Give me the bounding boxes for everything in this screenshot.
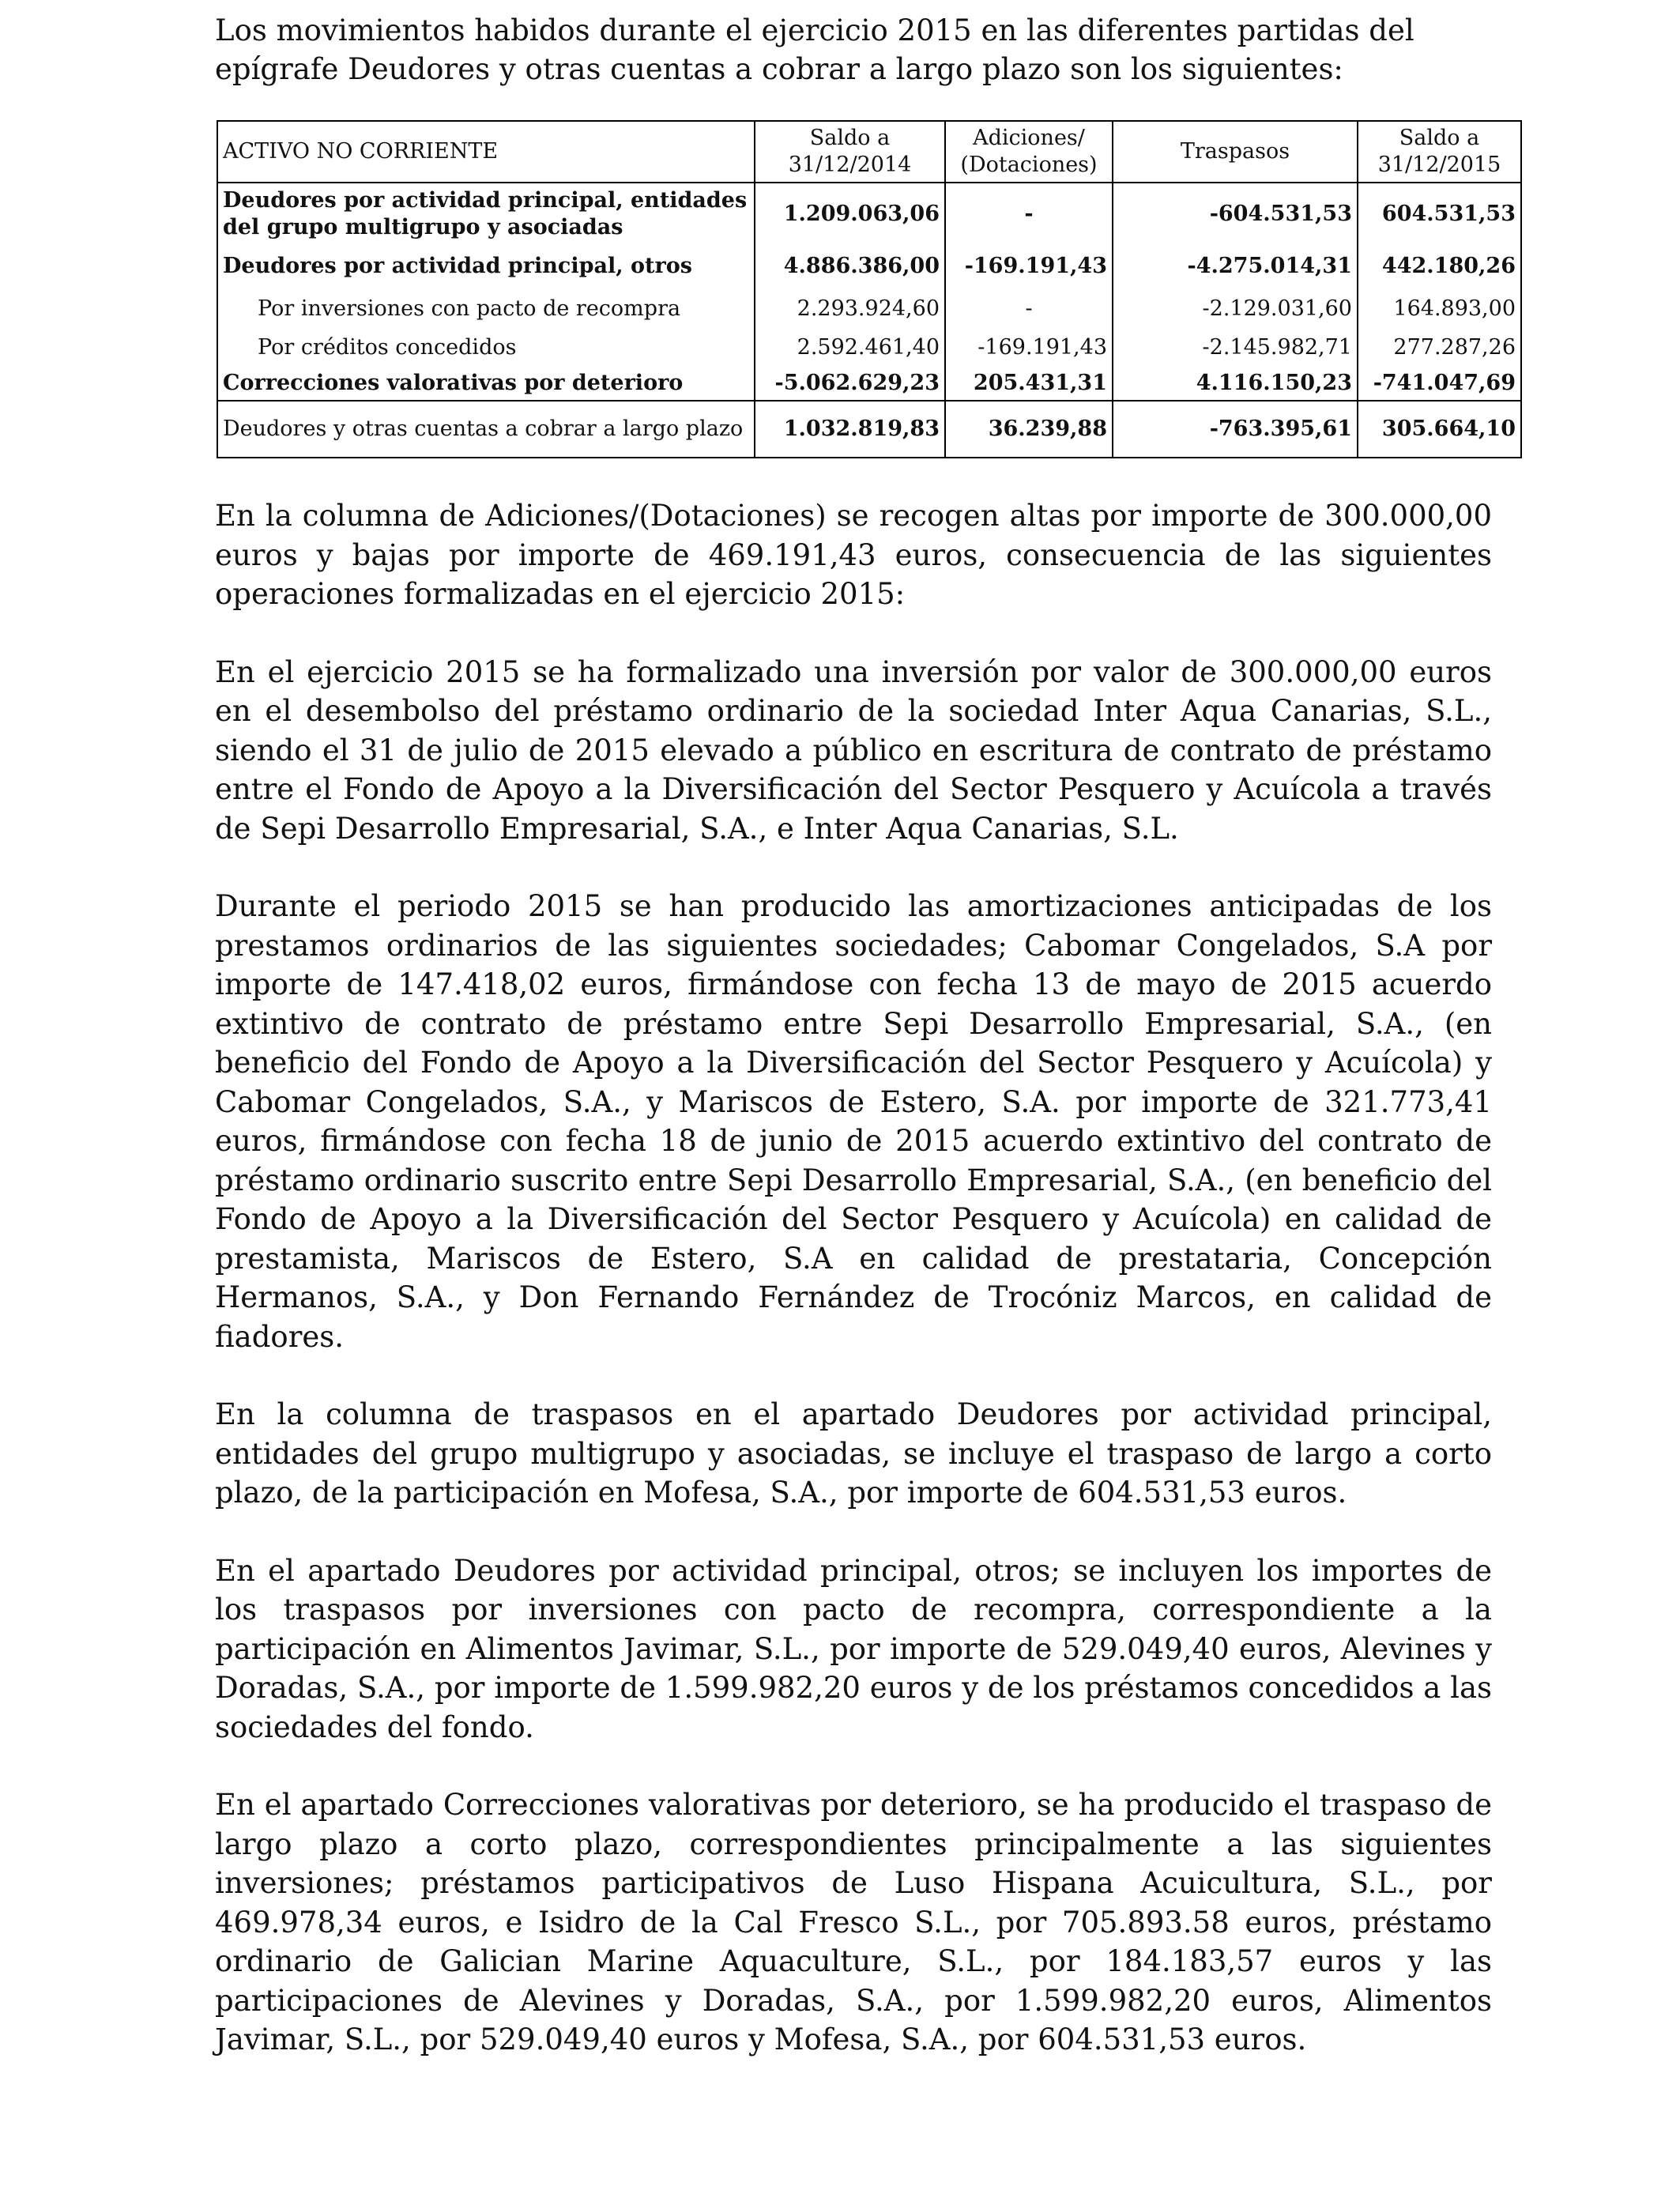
row-label: Deudores por actividad principal, otros xyxy=(223,254,692,278)
cell-adiciones: -169.191,43 xyxy=(945,330,1113,366)
cell-traspasos: -4.275.014,31 xyxy=(1113,244,1358,288)
total-adiciones: 36.239,88 xyxy=(945,401,1113,458)
cell-traspasos: 4.116.150,23 xyxy=(1113,366,1358,401)
cell-traspasos: -2.145.982,71 xyxy=(1113,330,1358,366)
cell-saldo-2015: 277.287,26 xyxy=(1358,330,1521,366)
cell-saldo-2015: 604.531,53 xyxy=(1358,183,1521,244)
total-saldo-2014: 1.032.819,83 xyxy=(755,401,945,458)
header-saldo-2015: Saldo a 31/12/2015 xyxy=(1358,121,1521,183)
table-row xyxy=(217,288,1521,330)
cell-traspasos: -2.129.031,60 xyxy=(1113,288,1358,330)
paragraph-traspasos-otros: En el apartado Deudores por actividad principal, otros; se incluyen los importes de los traspasos por inversiones con pacto de recompra, correspondiente a la participación en Alimentos Javimar, S.L., por importe de 529.049,40 euros, Alevines y Doradas, S.A., por importe de 1.599.982,20 euros y de los préstamos concedidos a las sociedades del fondo. xyxy=(215,1553,1492,1744)
paragraph-inversion: En el ejercicio 2015 se ha formalizado una inversión por valor de 300.000,00 euros en el desembolso del préstamo ordinario de la sociedad Inter Aqua Canarias, S.L., siendo el 31 de julio de 2015 elevado a público en escritura de contrato de préstamo entre el Fondo de Apoyo a la Diversificación del Sector Pesquero y Acuícola a través de Sepi Desarrollo Empresarial, S.A., e Inter Aqua Canarias, S.L. xyxy=(215,654,1492,846)
cell-adiciones: 205.431,31 xyxy=(945,366,1113,401)
cell-saldo-2015: 164.893,00 xyxy=(1358,288,1521,330)
total-label: Deudores y otras cuentas a cobrar a largo plazo xyxy=(223,417,744,441)
cell-saldo-2014: 2.592.461,40 xyxy=(755,330,945,366)
row-label: Por créditos concedidos xyxy=(258,335,517,360)
cell-adiciones: - xyxy=(945,183,1113,244)
cell-traspasos: -604.531,53 xyxy=(1113,183,1358,244)
header-activo: ACTIVO NO CORRIENTE xyxy=(223,139,499,164)
cell-adiciones: - xyxy=(945,288,1113,330)
row-label: Correcciones valorativas por deterioro xyxy=(223,370,684,395)
table-row xyxy=(217,244,1521,288)
cell-adiciones: -169.191,43 xyxy=(945,244,1113,288)
cell-saldo-2014: -5.062.629,23 xyxy=(755,366,945,401)
paragraph-traspasos-grupo: En la columna de traspasos en el apartado Deudores por actividad principal, entidades del grupo multigrupo y asociadas, se incluye el traspaso de largo a corto plazo, de la participación en Mofesa, S.A., por importe de 604.531,53 euros. xyxy=(215,1397,1492,1510)
table-row xyxy=(217,366,1521,401)
intro-paragraph: Los movimientos habidos durante el ejercicio 2015 en las diferentes partidas del epígrafe Deudores y otras cuentas a cobrar a largo plazo son los siguientes: xyxy=(215,13,1414,86)
paragraph-correcciones: En el apartado Correcciones valorativas por deterioro, se ha producido el traspaso de largo plazo a corto plazo, correspondientes principalmente a las siguientes inversiones; préstamos participativos de Luso Hispana Acuicultura, S.L., por 469.978,34 euros, e Isidro de la Cal Fresco S.L., por 705.893.58 euros, préstamo ordinario de Galician Marine Aquaculture, S.L., por 184.183,57 euros y las participaciones de Alevines y Doradas, S.A., por 1.599.982,20 euros, Alimentos Javimar, S.L., por 529.049,40 euros y Mofesa, S.A., por 604.531,53 euros. xyxy=(215,1788,1492,2056)
cell-saldo-2014: 2.293.924,60 xyxy=(755,288,945,330)
header-saldo-2014: Saldo a 31/12/2014 xyxy=(755,121,945,183)
cell-saldo-2015: -741.047,69 xyxy=(1358,366,1521,401)
document-page xyxy=(215,11,1516,2098)
cell-saldo-2015: 442.180,26 xyxy=(1358,244,1521,288)
header-traspasos: Traspasos xyxy=(1113,121,1358,183)
row-label: Deudores por actividad principal, entidades del grupo multigrupo y asociadas xyxy=(223,187,748,239)
table-row xyxy=(217,330,1521,366)
table-total-row xyxy=(217,401,1521,458)
header-adiciones: Adiciones/ (Dotaciones) xyxy=(945,121,1113,183)
table-row xyxy=(217,183,1521,244)
paragraph-amortizaciones: Durante el periodo 2015 se han producido las amortizaciones anticipadas de los prestamos ordinarios de las siguientes sociedades; Cabomar Congelados, S.A por importe de 147.418,02 euros, firmándose con fecha 13 de mayo de 2015 acuerdo extintivo de contrato de préstamo entre Sepi Desarrollo Empresarial, S.A., (en beneficio del Fondo de Apoyo a la Diversificación del Sector Pesquero y Acuícola) y Cabomar Congelados, S.A., y Mariscos de Estero, S.A. por importe de 321.773,41 euros, firmándose con fecha 18 de junio de 2015 acuerdo extintivo del contrato de préstamo ordinario suscrito entre Sepi Desarrollo Empresarial, S.A., (en beneficio del Fondo de Apoyo a la Diversificación del Sector Pesquero y Acuícola) en calidad de prestamista, Mariscos de Estero, S.A en calidad de prestataria, Concepción Hermanos, S.A., y Don Fernando Fernández de Trocóniz Marcos, en calidad de fiadores. xyxy=(215,889,1492,1354)
table-header-row xyxy=(217,121,1521,183)
total-traspasos: -763.395,61 xyxy=(1113,401,1358,458)
movements-table xyxy=(217,120,1522,458)
cell-saldo-2014: 4.886.386,00 xyxy=(755,244,945,288)
cell-saldo-2014: 1.209.063,06 xyxy=(755,183,945,244)
row-label: Por inversiones con pacto de recompra xyxy=(258,296,681,321)
total-saldo-2015: 305.664,10 xyxy=(1358,401,1521,458)
paragraph-adiciones: En la columna de Adiciones/(Dotaciones) se recogen altas por importe de 300.000,00 euros y bajas por importe de 469.191,43 euros, consecuencia de las siguientes operaciones formalizadas en el ejercicio 2015: xyxy=(215,499,1492,611)
